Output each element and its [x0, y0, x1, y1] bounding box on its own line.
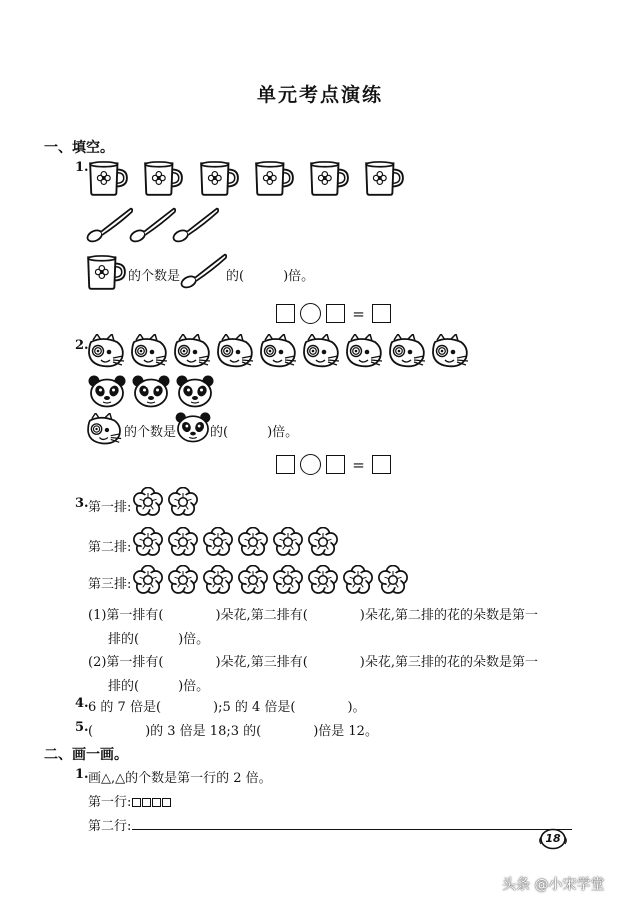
q3-part-2-line-1: (2)第一排有( )朵花,第三排有( )朵花,第三排的花的朵数是第一	[88, 655, 538, 670]
draw-row-1-squares	[132, 792, 172, 811]
flowers-row-3	[133, 565, 418, 601]
square-shape	[132, 798, 141, 807]
row-2-label: 第二排:	[88, 540, 132, 555]
blank-box[interactable]	[372, 455, 391, 474]
q2-equation-boxes	[276, 454, 391, 475]
draw-row-2-label: 第二行:	[88, 819, 132, 834]
q2-compare-text: 的个数是	[124, 425, 177, 440]
page-title: 单元考点演练	[256, 84, 383, 106]
q3-part-1-line-2: 排的( )倍。	[108, 632, 210, 647]
spoon-icon	[180, 255, 226, 290]
q3-part-2-line-2: 排的( )倍。	[108, 679, 210, 694]
blank-box[interactable]	[326, 455, 345, 474]
q2-compare-answer: 的( )倍。	[210, 425, 299, 440]
question-5-text: ( )的 3 倍是 18;3 的( )倍是 12。	[88, 724, 378, 739]
blank-box[interactable]	[326, 304, 345, 323]
cup-icon	[311, 162, 348, 195]
cup-icon	[201, 162, 238, 195]
q1-compare-cup	[85, 254, 127, 294]
equals-sign: =	[352, 304, 365, 323]
spoon-icon	[129, 209, 175, 244]
cup-icon	[88, 256, 125, 289]
flowers-row-1	[133, 487, 203, 523]
question-5-number: 5.	[75, 720, 89, 735]
cup-icon	[256, 162, 293, 195]
question-4-number: 4.	[75, 696, 89, 711]
question-2-number: 2.	[75, 338, 89, 353]
spoon-icon	[172, 209, 218, 244]
question-4-text: 6 的 7 倍是( );5 的 4 倍是( )。	[88, 700, 366, 715]
square-shape	[152, 798, 161, 807]
blank-box[interactable]	[276, 455, 295, 474]
section-1-heading: 一、填空。	[44, 140, 114, 156]
operator-circle[interactable]	[300, 303, 321, 324]
spoon-icon	[86, 209, 132, 244]
q1-compare-text: 的个数是	[128, 269, 181, 284]
watermark-text: 头条 @小宋学堂	[502, 877, 605, 893]
pandas-row	[87, 374, 217, 414]
row-1-label: 第一排:	[88, 500, 132, 515]
cups-row	[87, 160, 407, 202]
blank-box[interactable]	[372, 304, 391, 323]
q2-compare-panda	[174, 411, 212, 447]
q2-compare-squirrel	[86, 413, 126, 451]
q1-compare-spoon	[180, 252, 228, 294]
panda-icon	[176, 412, 211, 441]
section-2-heading: 二、画一画。	[44, 747, 128, 763]
q1-equation-boxes	[276, 303, 391, 324]
q1-compare-answer: 的( )倍。	[226, 269, 315, 284]
q3-part-1-line-1: (1)第一排有( )朵花,第二排有( )朵花,第二排的花的朵数是第一	[88, 608, 538, 623]
square-shape	[142, 798, 151, 807]
operator-circle[interactable]	[300, 454, 321, 475]
draw-question-1-number: 1.	[75, 767, 89, 782]
square-shape	[162, 798, 171, 807]
draw-row-1-label: 第一行:	[88, 795, 132, 810]
question-1-number: 1.	[75, 160, 89, 175]
page-number: 18	[545, 832, 561, 845]
equals-sign: =	[352, 455, 365, 474]
squirrels-row	[87, 334, 477, 376]
row-3-label: 第三排:	[88, 577, 132, 592]
cup-icon	[366, 162, 403, 195]
blank-box[interactable]	[276, 304, 295, 323]
question-3-number: 3.	[75, 496, 89, 511]
cup-icon	[90, 162, 127, 195]
spoons-row	[86, 206, 226, 250]
squirrel-icon	[88, 413, 121, 444]
page-number-badge	[538, 828, 568, 850]
flowers-row-2	[133, 527, 348, 563]
draw-question-1-text: 画△,△的个数是第一行的 2 倍。	[88, 771, 272, 786]
cup-icon	[145, 162, 182, 195]
draw-row-2-answer-line[interactable]	[132, 829, 572, 830]
